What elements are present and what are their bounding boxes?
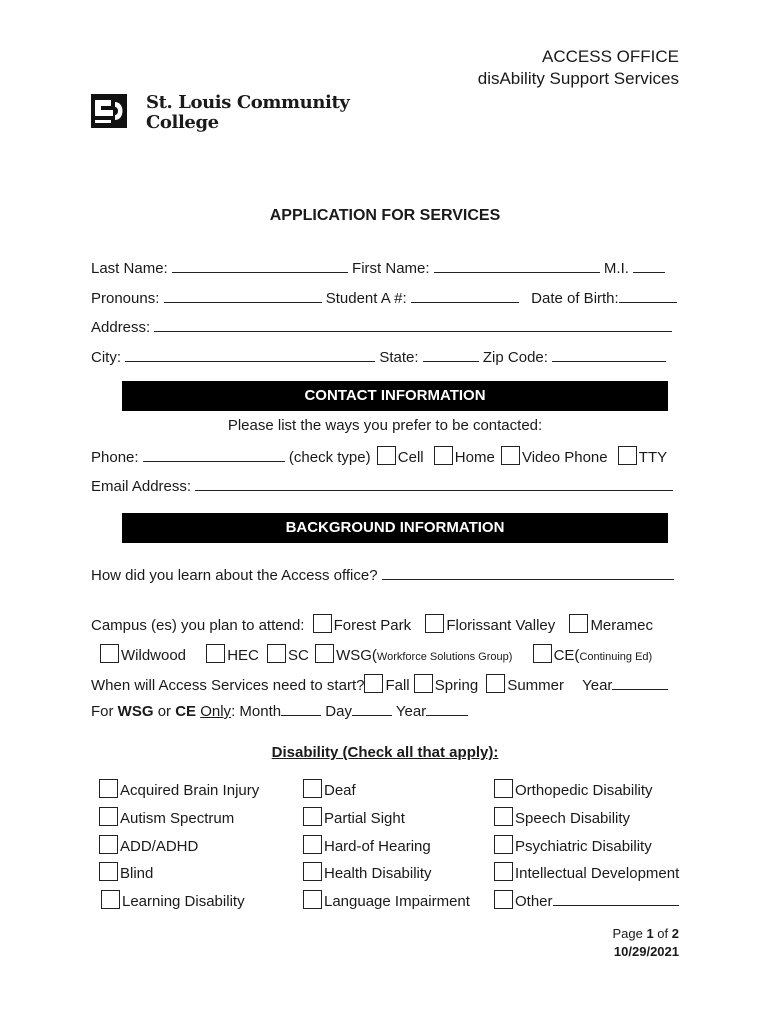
cell-label: Cell [397,449,424,466]
home-label: Home [454,449,495,466]
autism-spectrum-label: Autism Spectrum [120,810,235,827]
learn-label: How did you learn about the Access office? [91,567,378,584]
year-label: Year [582,677,613,694]
form-date: 10/29/2021 [613,944,679,959]
last-name-label: Last Name: [91,260,168,277]
page-number: 1 [646,926,654,941]
logo-line1: St. Louis Community [146,92,350,113]
month-field[interactable] [281,701,321,716]
wsg-checkbox[interactable] [315,644,334,663]
learning-disability-label: Learning Disability [122,893,245,910]
disability-heading: Disability (Check all that apply): [271,744,499,761]
email-label: Email Address: [91,478,192,495]
summer-label: Summer [507,677,565,694]
city-field[interactable] [125,347,375,362]
meramec-label: Meramec [590,617,653,634]
orthopedic-disability-label: Orthopedic Disability [515,782,653,799]
zip-field[interactable] [552,347,666,362]
learn-field[interactable] [382,565,674,580]
campus-row2 [100,644,652,666]
hard-of-hearing-checkbox[interactable] [303,835,322,854]
acquired-brain-injury-label: Acquired Brain Injury [120,782,260,799]
state-label: State: [379,349,419,366]
day-label: Day [325,703,352,720]
disability-option [494,835,652,856]
form-title: APPLICATION FOR SERVICES [269,207,501,224]
meramec-checkbox[interactable] [569,614,588,633]
ce-bold-label: CE [175,703,197,720]
hec-checkbox[interactable] [206,644,225,663]
ce-label: CE( [553,647,580,664]
check-type-label: (check type) [288,449,371,466]
blind-checkbox[interactable] [99,862,118,881]
tty-checkbox[interactable] [618,446,637,465]
deaf-label: Deaf [324,782,356,799]
psychiatric-disability-checkbox[interactable] [494,835,513,854]
hec-label: HEC [227,647,259,664]
disability-option [494,862,679,883]
last-name-field[interactable] [172,258,348,273]
wildwood-label: Wildwood [121,647,187,664]
cell-checkbox[interactable] [377,446,396,465]
partial-sight-checkbox[interactable] [303,807,322,826]
add-adhd-label: ADD/ADHD [120,838,199,855]
autism-spectrum-checkbox[interactable] [99,807,118,826]
start-row [91,674,668,695]
summer-checkbox[interactable] [486,674,505,693]
of-label: of [657,926,669,941]
for-label: For [91,703,114,720]
dob-label: Date of Birth: [531,290,619,307]
disability-option [101,890,245,911]
other-label: Other [515,893,553,910]
wsg-ce-row [91,701,468,721]
first-name-field[interactable] [434,258,600,273]
logo-line2: College [146,112,219,133]
disability-option [99,779,259,800]
student-a-field[interactable] [411,288,519,303]
or-label: or [157,703,172,720]
fall-label: Fall [385,677,410,694]
spring-label: Spring [434,677,479,694]
intellectual-development-checkbox[interactable] [494,862,513,881]
disability-option [303,779,356,800]
sc-checkbox[interactable] [267,644,286,663]
day-field[interactable] [352,701,392,716]
orthopedic-disability-checkbox[interactable] [494,779,513,798]
sc-label: SC [288,647,309,664]
background-heading: BACKGROUND INFORMATION [122,513,668,543]
student-a-label: Student A #: [325,290,407,307]
college-seal-icon [91,94,127,128]
department-name: disAbility Support Services [477,69,679,88]
spring-checkbox[interactable] [414,674,433,693]
speech-disability-checkbox[interactable] [494,807,513,826]
year-field[interactable] [612,675,668,690]
only-label: Only [200,703,232,720]
city-label: City: [91,349,121,366]
blind-label: Blind [120,865,154,882]
forest-park-checkbox[interactable] [313,614,332,633]
wsg-bold-label: WSG [117,703,154,720]
learning-disability-checkbox[interactable] [101,890,120,909]
health-disability-label: Health Disability [324,865,432,882]
fall-checkbox[interactable] [364,674,383,693]
ce-checkbox[interactable] [533,644,552,663]
florissant-valley-label: Florissant Valley [446,617,556,634]
start-prompt: When will Access Services need to start? [91,677,365,694]
first-name-label: First Name: [352,260,430,277]
language-impairment-checkbox[interactable] [303,890,322,909]
hard-of-hearing-label: Hard-of Hearing [324,838,431,855]
phone-row [91,446,667,467]
page-total: 2 [671,926,679,941]
disability-option [99,862,153,883]
address-label: Address: [91,319,151,336]
wildwood-checkbox[interactable] [100,644,119,663]
disability-option [99,835,198,856]
page-label: Page [612,926,643,941]
name-row [91,258,665,278]
other-checkbox[interactable] [494,890,513,909]
month-label: : Month [231,703,282,720]
ce-note: Continuing Ed) [579,651,653,663]
florissant-valley-checkbox[interactable] [425,614,444,633]
disability-option [494,890,679,911]
pronouns-label: Pronouns: [91,290,160,307]
speech-disability-label: Speech Disability [515,810,631,827]
home-checkbox[interactable] [434,446,453,465]
college-logo [91,94,127,133]
campus-row1 [91,614,653,635]
other-field[interactable] [553,891,679,906]
forest-park-label: Forest Park [333,617,412,634]
year2-label: Year [395,703,427,720]
email-row [91,476,673,496]
phone-label: Phone: [91,449,139,466]
deaf-checkbox[interactable] [303,779,322,798]
disability-option [99,807,234,828]
acquired-brain-injury-checkbox[interactable] [99,779,118,798]
zip-label: Zip Code: [482,349,548,366]
tty-label: TTY [638,449,668,466]
psychiatric-disability-label: Psychiatric Disability [515,838,652,855]
dob-field[interactable] [619,288,677,303]
pronouns-field[interactable] [164,288,322,303]
year2-field[interactable] [426,701,468,716]
office-title: ACCESS OFFICE [542,47,679,66]
wsg-label: WSG( [336,647,377,664]
city-row [91,347,666,367]
disability-option [303,807,405,828]
pronouns-row [91,288,677,308]
mi-label: M.I. [603,260,629,277]
partial-sight-label: Partial Sight [324,810,405,827]
contact-instruction: Please list the ways you prefer to be contacted: [227,417,543,434]
address-row [91,317,672,337]
email-field[interactable] [195,476,673,491]
intellectual-development-label: Intellectual Development [515,865,680,882]
learn-row [91,565,674,585]
phone-field[interactable] [143,447,285,462]
disability-option [303,890,470,911]
language-impairment-label: Language Impairment [324,893,470,910]
campus-prompt: Campus (es) you plan to attend: [91,617,305,634]
state-field[interactable] [423,347,479,362]
add-adhd-checkbox[interactable] [99,835,118,854]
disability-option [303,835,431,856]
disability-option [494,807,630,828]
disability-option [303,862,432,883]
video-phone-checkbox[interactable] [501,446,520,465]
health-disability-checkbox[interactable] [303,862,322,881]
page-indicator [612,926,679,941]
contact-heading: CONTACT INFORMATION [122,381,668,411]
mi-field[interactable] [633,258,665,273]
wsg-note: Workforce Solutions Group) [376,651,513,663]
address-field[interactable] [154,317,672,332]
disability-option [494,779,653,800]
video-phone-label: Video Phone [521,449,608,466]
